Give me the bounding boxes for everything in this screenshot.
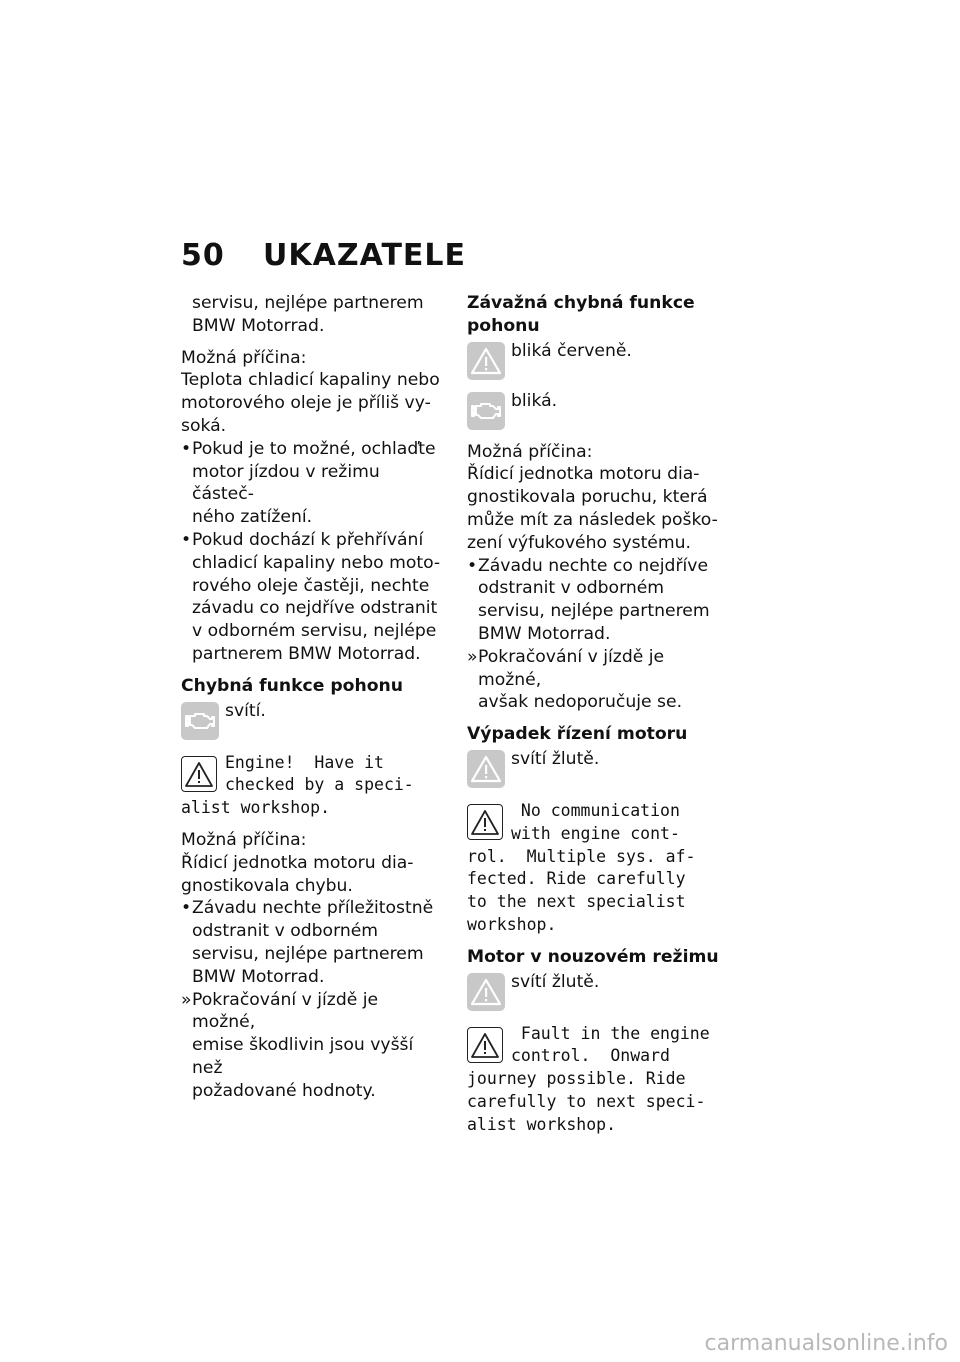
list-item (181, 897, 443, 988)
list-item-line: v odborném servisu, nejlépe (192, 621, 437, 642)
list-item-line: servisu, nejlépe partnerem (478, 601, 710, 622)
list-item-line: chladicí kapaliny nebo moto- (192, 552, 441, 573)
list-item-line: partnerem BMW Motorrad. (192, 643, 421, 664)
list-item-line: motor jízdou v režimu částeč- (192, 461, 380, 505)
cause-text-line: může mít za následek poško- (467, 509, 718, 530)
cause-text-line: zení výfukového systému. (467, 532, 691, 553)
bullet-marker: • (181, 529, 192, 550)
message-line: alist workshop. (467, 1114, 617, 1134)
engine-icon (181, 702, 219, 740)
page-title: UKAZATELE (263, 238, 467, 273)
section-title: Výpadek řízení motoru (467, 724, 688, 745)
message-line: No communication (511, 800, 680, 820)
warning-triangle-icon (181, 756, 217, 792)
message-line: workshop. (467, 914, 557, 934)
list-item-line: Závadu nechte příležitostně (192, 898, 434, 919)
section-title: Chybná funkce pohonu (181, 675, 404, 696)
indicator-row (467, 971, 729, 1013)
list-item-line: Závadu nechte co nejdříve (478, 555, 709, 576)
result-marker: » (181, 989, 192, 1010)
list-item-line: závadu co nejdříve odstranit (192, 598, 438, 619)
list-item-line: avšak nedoporučuje se. (478, 692, 683, 713)
list-item-line: Pokračování v jízdě je možné, (478, 646, 665, 690)
indicator-text: svítí žlutě. (511, 971, 600, 992)
indicator-row (467, 748, 729, 790)
page-header (181, 238, 466, 273)
list-item-line: BMW Motorrad. (478, 623, 611, 644)
message-line: carefully to next speci- (467, 1091, 706, 1111)
cause-text-line: gnostikovala poruchu, která (467, 487, 708, 508)
list-item-line: odstranit v odborném (478, 578, 665, 599)
message-line: control. Onward (511, 1046, 670, 1066)
cause-text-line: motorového oleje je příliš vy- (181, 393, 431, 414)
indicator-row (467, 340, 729, 382)
message-line: to the next specialist (467, 892, 686, 912)
list-item-line: Pokračování v jízdě je možné, (192, 989, 379, 1033)
cause-label: Možná příčina: (467, 441, 593, 462)
indicator-row (181, 700, 443, 742)
action-list (467, 555, 729, 715)
indicator-text: bliká červeně. (511, 340, 632, 361)
section-title: Závažná chybná funkce (467, 293, 695, 313)
bullet-marker: • (181, 898, 192, 919)
list-item-line: rového oleje častěji, nechte (192, 575, 430, 596)
list-item (181, 438, 443, 529)
indicator-text: svítí žlutě. (511, 748, 600, 769)
cause-text-line: soká. (181, 415, 227, 436)
list-item (467, 555, 729, 646)
list-item (467, 646, 729, 714)
result-marker: » (467, 646, 478, 667)
list-item-line: Pokud je to možné, ochlaďte (192, 438, 436, 459)
engine-icon (467, 392, 505, 430)
warning-triangle-icon (467, 342, 505, 380)
list-item-line: emise škodlivin jsou vyšší než (192, 1035, 414, 1078)
section-title: pohonu (467, 315, 540, 336)
warning-triangle-icon (467, 973, 505, 1011)
list-item (181, 989, 443, 1103)
message-line: rol. Multiple sys. af- (467, 846, 696, 866)
cause-text-line: Řídicí jednotka motoru dia- (181, 852, 414, 873)
message-line: with engine cont- (511, 823, 680, 843)
list-item-line: odstranit v odborném (192, 921, 379, 942)
display-message (467, 800, 729, 937)
message-line: fected. Ride carefully (467, 869, 686, 889)
warning-triangle-icon (467, 1027, 503, 1063)
continued-text-line: BMW Motorrad. (192, 315, 325, 336)
list-item-line: ného zatížení. (192, 507, 313, 528)
warning-triangle-icon (467, 750, 505, 788)
right-column (467, 292, 729, 1137)
display-message (181, 752, 443, 820)
indicator-row (467, 390, 729, 432)
cause-label: Možná příčina: (181, 829, 307, 850)
list-item-line: servisu, nejlépe partnerem (192, 943, 424, 964)
page-number: 50 (181, 238, 225, 273)
list-item-line: požadované hodnoty. (192, 1080, 376, 1101)
bullet-marker: • (181, 438, 192, 459)
continued-text-line: servisu, nejlépe partnerem (192, 293, 424, 313)
list-item-line: Pokud dochází k přehřívání (192, 529, 424, 550)
indicator-text: svítí. (225, 700, 266, 721)
message-line: journey possible. Ride (467, 1069, 686, 1089)
message-line: checked by a speci- (225, 775, 414, 795)
cause-label: Možná příčina: (181, 347, 307, 368)
action-list (181, 438, 443, 666)
message-line: alist workshop. (181, 798, 331, 818)
bullet-marker: • (467, 555, 478, 576)
cause-text-line: Teplota chladicí kapaliny nebo (181, 370, 440, 391)
cause-text-line: Řídicí jednotka motoru dia- (467, 464, 700, 485)
cause-text-line: gnostikovala chybu. (181, 875, 353, 896)
left-column (181, 292, 443, 1103)
message-line: Engine! Have it (225, 752, 384, 772)
action-list (181, 897, 443, 1102)
list-item-line: BMW Motorrad. (192, 966, 325, 987)
section-title: Motor v nouzovém režimu (467, 946, 719, 967)
display-message (467, 1023, 729, 1137)
list-item (181, 529, 443, 666)
watermark: carmanualsonline.info (704, 1331, 948, 1356)
warning-triangle-icon (467, 804, 503, 840)
message-line: Fault in the engine (511, 1023, 710, 1043)
indicator-text: bliká. (511, 390, 558, 411)
